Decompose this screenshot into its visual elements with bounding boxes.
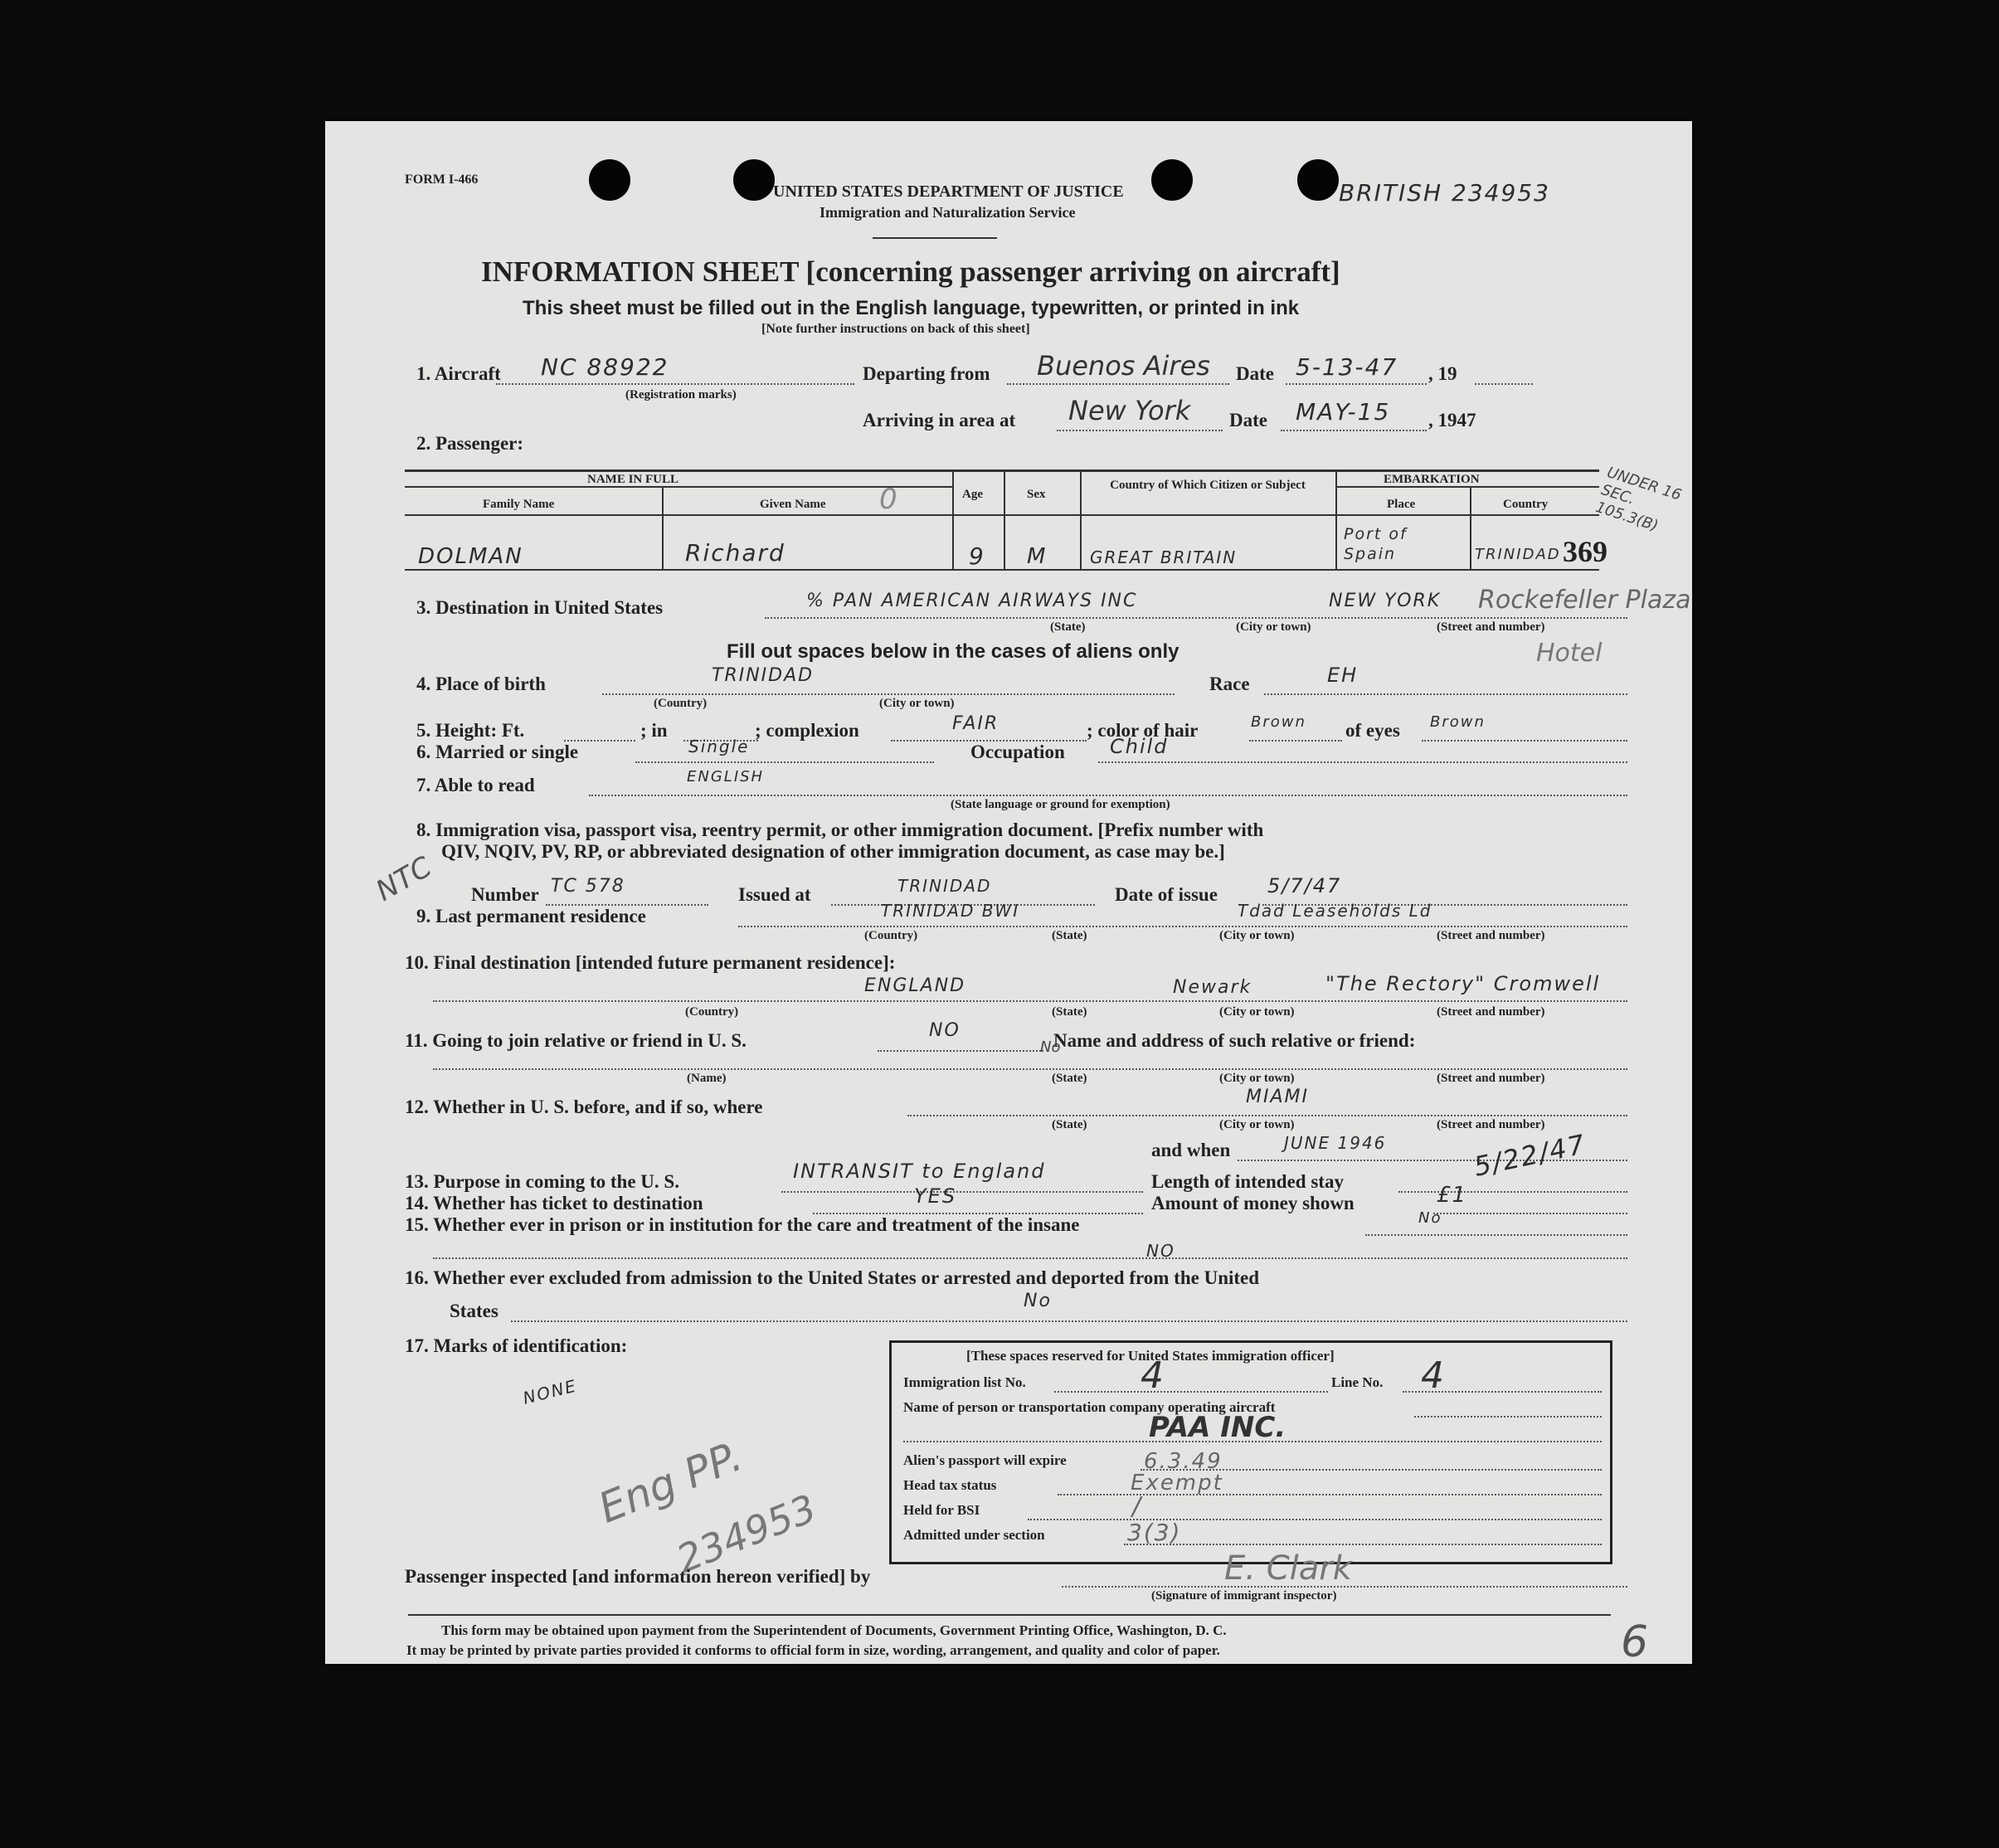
previous-visit-label: 12. Whether in U. S. before, and if so, where	[405, 1097, 763, 1117]
race-value: EH	[1327, 664, 1359, 687]
embark-place-value: Port of Spain	[1344, 525, 1408, 563]
excluded-value: No	[1024, 1291, 1052, 1311]
birthplace-label: 4. Place of birth	[416, 674, 546, 694]
passport-expire-label: Alien's passport will expire	[903, 1452, 1067, 1468]
prison-value: No	[1418, 1209, 1442, 1227]
bsi-label: Held for BSI	[903, 1502, 980, 1518]
occupation-value: Child	[1110, 735, 1169, 758]
name-in-full-header: NAME IN FULL	[587, 473, 679, 486]
birthplace-value: TRINIDAD	[712, 665, 815, 686]
aircraft-value: NC 88922	[541, 353, 669, 381]
residence-label: 9. Last permanent residence	[416, 906, 646, 926]
form-title: INFORMATION SHEET [concerning passenger arriving on aircraft]	[481, 255, 1340, 288]
destination-label: 3. Destination in United States	[416, 597, 664, 618]
company-value: PAA INC.	[1149, 1411, 1286, 1444]
height-in-label: ; in	[640, 720, 668, 741]
officer-box	[889, 1340, 1612, 1564]
prison-label: 15. Whether ever in prison or in institution for the care and treatment of the insane	[405, 1214, 1080, 1235]
caption-city: (City or town)	[1219, 929, 1295, 942]
money-label: Amount of money shown	[1151, 1193, 1355, 1213]
departing-label: Departing from	[863, 363, 990, 384]
marital-value: Single	[688, 737, 750, 756]
signature-caption: (Signature of immigrant inspector)	[1151, 1589, 1337, 1602]
purpose-value: INTRANSIT to England	[793, 1160, 1046, 1183]
issue-date-value: 5/7/47	[1267, 874, 1342, 897]
relative-address-label: Name and address of such relative or friend:	[1053, 1030, 1416, 1051]
residence-street: Tdad Leaseholds Ld	[1238, 901, 1432, 921]
passport-note1: Eng PP.	[591, 1432, 749, 1533]
final-street: "The Rectory" Cromwell	[1325, 972, 1601, 995]
excluded-line2: States	[450, 1301, 499, 1321]
destination-street-pencil: Rockefeller Plaza	[1478, 586, 1691, 615]
stamp-number: 369	[1563, 535, 1607, 568]
caption-street: (Street and number)	[1437, 620, 1545, 634]
form-subtitle: This sheet must be filled out in the English language, typewritten, or printed in ink	[523, 297, 1300, 319]
visa-line2: QIV, NQIV, PV, RP, or abbreviated designation of other immigration document, as case may be.]	[441, 841, 1225, 862]
stay-value: 5/22/47	[1471, 1128, 1589, 1183]
ticket-label: 14. Whether has ticket to destination	[405, 1193, 703, 1213]
line-value: 4	[1421, 1354, 1444, 1397]
page-number-note: 6	[1621, 1617, 1649, 1667]
form-sheet	[325, 121, 1692, 1667]
read-label: 7. Able to read	[416, 775, 535, 795]
passport-note2: 234953	[670, 1486, 823, 1582]
citizen-header: Country of Which Citizen or Subject	[1110, 479, 1306, 492]
service-name: Immigration and Naturalization Service	[820, 204, 1076, 221]
ticket-value: YES	[914, 1184, 957, 1208]
list-label: Immigration list No.	[903, 1374, 1026, 1390]
arrive-date-label: Date	[1229, 410, 1267, 430]
join-relative-label: 11. Going to join relative or friend in U. S.	[405, 1030, 747, 1051]
caption-country: (Country)	[654, 697, 708, 710]
visa-number-label: Number	[471, 884, 539, 905]
caption-name: (Name)	[687, 1072, 727, 1085]
admitted-label: Admitted under section	[903, 1527, 1045, 1543]
previous-visit-value: MIAMI	[1246, 1087, 1309, 1107]
passenger-label: 2. Passenger:	[416, 433, 524, 454]
given-name-header: Given Name	[760, 498, 826, 511]
footer-rule	[408, 1614, 1611, 1616]
height-label: 5. Height: Ft.	[416, 720, 525, 741]
caption-street: (Street and number)	[1437, 929, 1545, 942]
caption-city: (City or town)	[879, 697, 955, 710]
caption-country: (Country)	[864, 929, 918, 942]
destination-street-pencil2: Hotel	[1536, 639, 1603, 668]
final-city: Newark	[1173, 977, 1252, 998]
caption-state: (State)	[1052, 1005, 1087, 1019]
under16-note: UNDER 16 SEC. 105.3(B)	[1593, 464, 1684, 535]
depart-date-label: Date	[1236, 363, 1274, 384]
punch-hole	[1151, 159, 1193, 201]
emb-country-header: Country	[1503, 498, 1549, 511]
inspection-label: Passenger inspected [and information hereon verified] by	[405, 1566, 871, 1587]
final-country: ENGLAND	[864, 975, 966, 996]
citizen-value: GREAT BRITAIN	[1090, 547, 1238, 567]
punch-hole	[733, 159, 775, 201]
eyes-value: Brown	[1430, 713, 1486, 731]
final-destination-label: 10. Final destination [intended future permanent residence]:	[405, 952, 896, 973]
aliens-heading: Fill out spaces below in the cases of aliens only	[727, 640, 1179, 663]
caption-state: (State)	[1050, 620, 1086, 634]
when-label: and when	[1151, 1140, 1231, 1160]
aircraft-label: 1. Aircraft	[416, 363, 501, 384]
marks-label: 17. Marks of identification:	[405, 1335, 628, 1356]
prison-value2: NO	[1146, 1241, 1175, 1261]
arriving-label: Arriving in area at	[863, 410, 1016, 430]
purpose-label: 13. Purpose in coming to the U. S.	[405, 1171, 679, 1192]
caption-street: (Street and number)	[1437, 1072, 1545, 1085]
head-tax-label: Head tax status	[903, 1477, 997, 1493]
hair-value: Brown	[1251, 713, 1306, 731]
form-note: [Note further instructions on back of this sheet]	[761, 322, 1030, 336]
file-annotation: BRITISH 234953	[1339, 179, 1550, 207]
caption-state: (State)	[1052, 1072, 1087, 1085]
family-name-header: Family Name	[483, 498, 555, 511]
read-caption: (State language or ground for exemption)	[951, 798, 1170, 811]
embarkation-header: EMBARKATION	[1384, 473, 1480, 486]
line-label: Line No.	[1331, 1374, 1384, 1390]
punch-hole	[589, 159, 630, 201]
form-number: FORM I-466	[405, 173, 479, 187]
visa-line1: 8. Immigration visa, passport visa, reentry permit, or other immigration document. [Prefix number with	[416, 819, 1264, 840]
destination-city: NEW YORK	[1329, 591, 1442, 611]
visa-number-value: TC 578	[551, 876, 625, 897]
head-tax-value: Exempt	[1131, 1471, 1223, 1495]
caption-city: (City or town)	[1219, 1118, 1295, 1131]
caption-street: (Street and number)	[1437, 1118, 1545, 1131]
caption-country: (Country)	[685, 1005, 739, 1019]
depart-date-value: 5-13-47	[1296, 353, 1398, 381]
given-name-value: Richard	[685, 539, 785, 567]
place-header: Place	[1387, 498, 1416, 511]
when-value: JUNE 1946	[1284, 1133, 1387, 1153]
marital-label: 6. Married or single	[416, 742, 579, 762]
destination-value: % PAN AMERICAN AIRWAYS INC	[806, 591, 1138, 611]
arrive-year: , 1947	[1428, 410, 1476, 430]
passport-expire-value: 6.3.49	[1144, 1449, 1223, 1474]
caption-state: (State)	[1052, 1118, 1087, 1131]
issued-label: Issued at	[738, 884, 811, 905]
punch-hole	[1297, 159, 1339, 201]
join-relative-value: NO	[929, 1020, 961, 1041]
caption-state: (State)	[1052, 929, 1087, 942]
sex-header: Sex	[1027, 488, 1046, 501]
family-name-value: DOLMAN	[418, 544, 523, 569]
ntc-note: NTC	[370, 850, 438, 908]
join-relative-value2: No	[1040, 1038, 1061, 1056]
depart-year-prefix: , 19	[1428, 363, 1457, 384]
department-name: UNITED STATES DEPARTMENT OF JUSTICE	[773, 182, 1124, 201]
caption-street: (Street and number)	[1437, 1005, 1545, 1019]
inspector-signature: E. Clark	[1224, 1549, 1352, 1588]
departing-value: Buenos Aires	[1037, 350, 1210, 382]
money-value: £1	[1437, 1183, 1468, 1208]
footer-line2: It may be printed by private parties provided it conforms to official form in size, wording, arrangement, and quality and color of paper.	[406, 1642, 1220, 1658]
occupation-label: Occupation	[970, 742, 1065, 762]
embark-country-value: TRINIDAD	[1475, 546, 1561, 563]
bsi-value: /	[1132, 1492, 1143, 1521]
admitted-value: 3(3)	[1127, 1519, 1182, 1546]
race-label: Race	[1209, 674, 1250, 694]
marks-value: NONE	[521, 1375, 580, 1408]
excluded-line1: 16. Whether ever excluded from admission to the United States or arrested and deported from the United	[405, 1267, 1260, 1288]
registration-caption: (Registration marks)	[625, 388, 737, 401]
arrive-date-value: MAY-15	[1296, 398, 1391, 426]
sex-value: M	[1027, 544, 1048, 569]
residence-value: TRINIDAD BWI	[881, 901, 1020, 921]
age-header: Age	[962, 488, 983, 501]
eyes-label: of eyes	[1345, 720, 1400, 741]
header-rule	[873, 237, 997, 239]
company-label: Name of person or transportation company operating aircraft	[903, 1399, 1276, 1415]
stay-label: Length of intended stay	[1151, 1171, 1344, 1192]
complexion-label: ; complexion	[755, 720, 859, 741]
caption-city: (City or town)	[1219, 1072, 1295, 1085]
officer-box-header: [These spaces reserved for United States immigration officer]	[966, 1348, 1335, 1364]
caption-city: (City or town)	[1219, 1005, 1295, 1019]
complexion-value: FAIR	[952, 713, 1000, 734]
age-value: 9	[969, 542, 985, 570]
issue-date-label: Date of issue	[1115, 884, 1218, 905]
read-value: ENGLISH	[687, 768, 765, 785]
caption-city: (City or town)	[1236, 620, 1311, 634]
footer-line1: This form may be obtained upon payment from the Superintendent of Documents, Government Printing Office, Washington, D. C.	[441, 1622, 1227, 1638]
hair-label: ; color of hair	[1087, 720, 1199, 741]
list-value: 4	[1141, 1354, 1164, 1397]
circle-mark: 0	[879, 483, 897, 516]
issued-value: TRINIDAD	[897, 876, 992, 896]
arriving-value: New York	[1068, 395, 1191, 426]
